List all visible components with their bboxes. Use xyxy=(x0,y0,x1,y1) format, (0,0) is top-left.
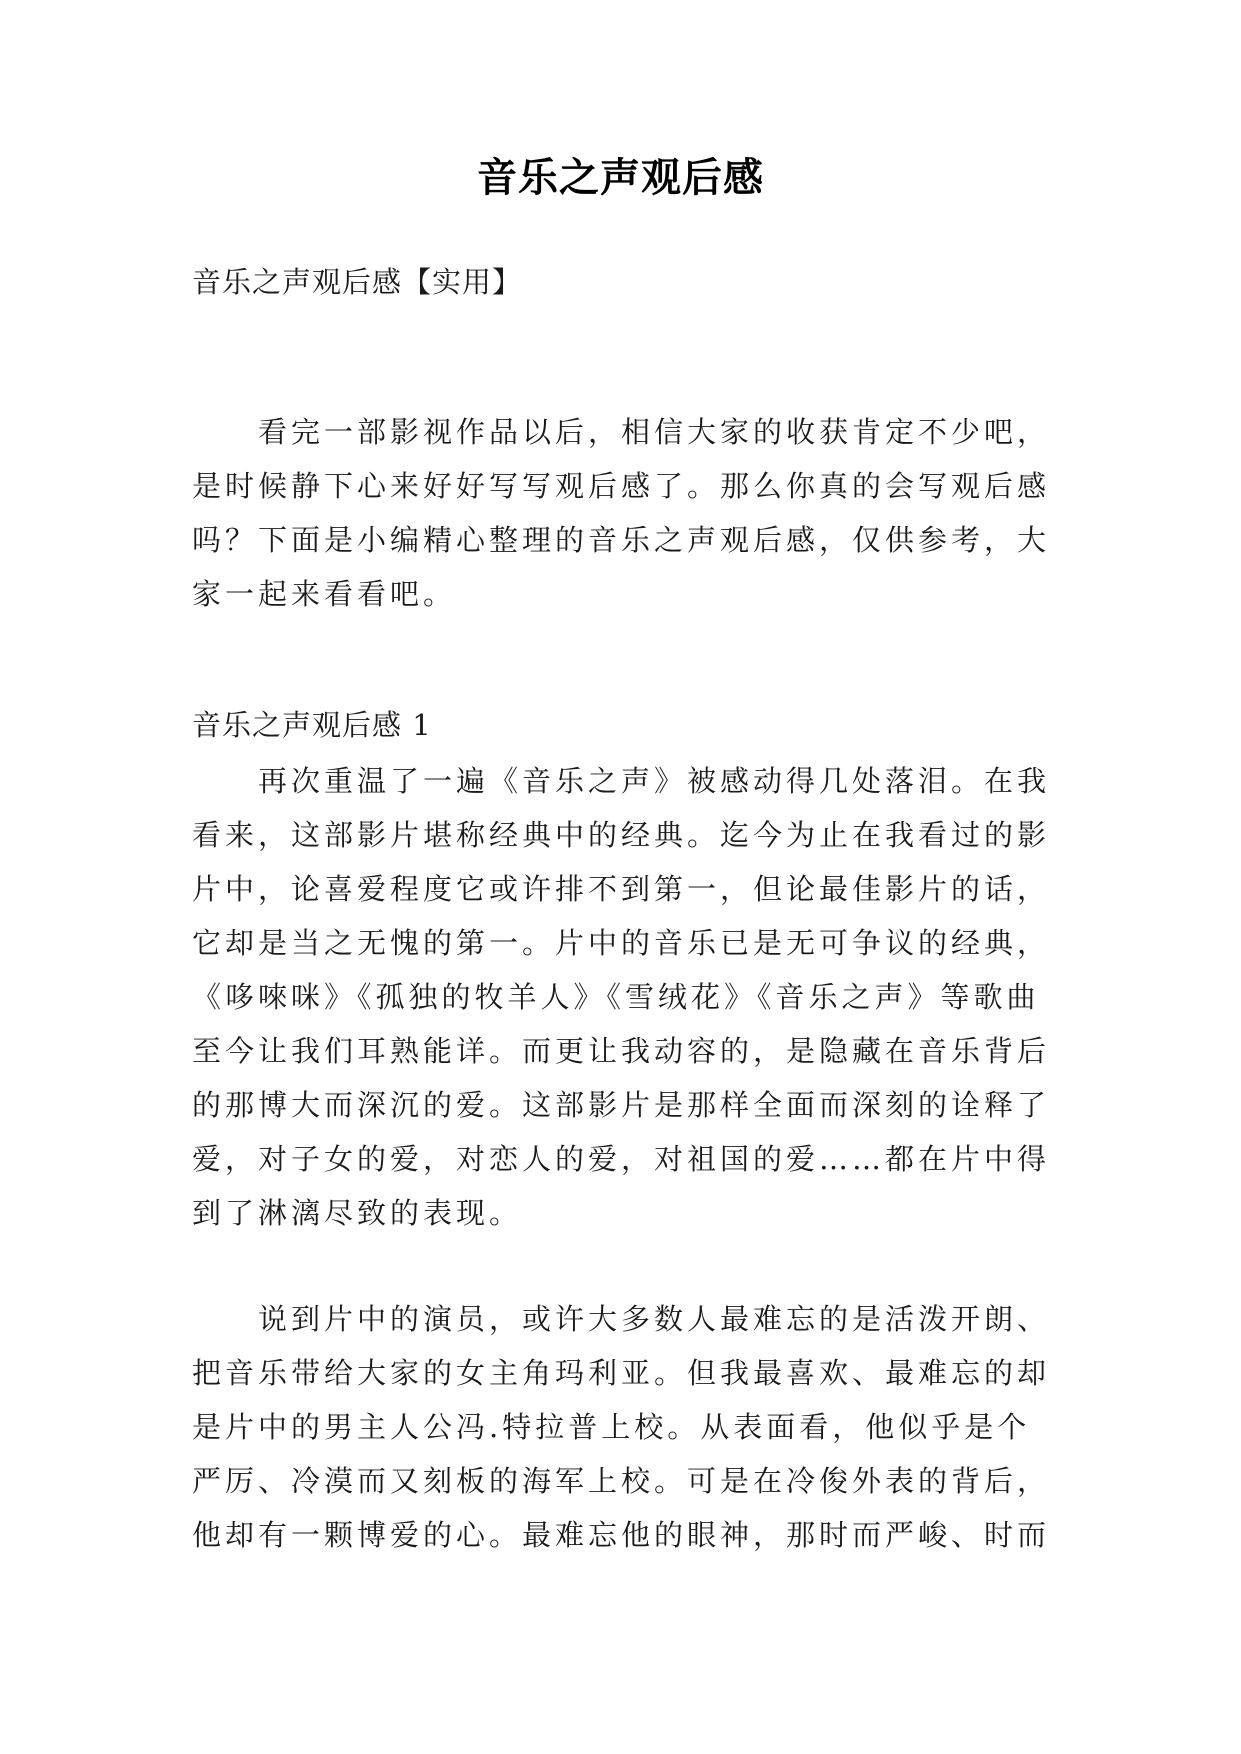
section-heading: 音乐之声观后感 1 xyxy=(192,708,432,742)
paragraph-line: 是片中的男主人公冯.特拉普上校。从表面看，他似乎是个 xyxy=(192,1410,1031,1444)
paragraph-line: 到了淋漓尽致的表现。 xyxy=(192,1196,523,1230)
paragraph-line: 再次重温了一遍《音乐之声》被感动得几处落泪。在我 xyxy=(258,764,1051,798)
paragraph-2 xyxy=(192,1292,1058,1562)
paragraph-1 xyxy=(192,754,1058,1240)
paragraph-line: 严厉、冷漠而又刻板的海军上校。可是在冷俊外表的背后， xyxy=(192,1464,1051,1498)
paragraph-line: 它却是当之无愧的第一。片中的音乐已是无可争议的经典， xyxy=(192,926,1051,960)
paragraph-line: 说到片中的演员，或许大多数人最难忘的是活泼开朗、 xyxy=(258,1302,1051,1336)
document-title: 音乐之声观后感 xyxy=(477,154,764,201)
paragraph-line: 爱，对子女的爱，对恋人的爱，对祖国的爱……都在片中得 xyxy=(192,1142,1051,1176)
paragraph-line: 至今让我们耳熟能详。而更让我动容的，是隐藏在音乐背后 xyxy=(192,1034,1051,1068)
paragraph-line: 看来，这部影片堪称经典中的经典。迄今为止在我看过的影 xyxy=(192,818,1051,852)
intro-line: 吗？下面是小编精心整理的音乐之声观后感，仅供参考，大 xyxy=(192,523,1051,557)
paragraph-line: 片中，论喜爱程度它或许排不到第一，但论最佳影片的话， xyxy=(192,872,1051,906)
intro-line: 看完一部影视作品以后，相信大家的收获肯定不少吧， xyxy=(258,415,1051,449)
paragraph-line: 把音乐带给大家的女主角玛利亚。但我最喜欢、最难忘的却 xyxy=(192,1356,1051,1390)
paragraph-line: 《哆唻咪》《孤独的牧羊人》《雪绒花》《音乐之声》等歌曲 xyxy=(192,980,1040,1014)
intro-paragraph xyxy=(192,405,1058,621)
document-subtitle: 音乐之声观后感【实用】 xyxy=(192,265,523,299)
paragraph-line: 他却有一颗博爱的心。最难忘他的眼神，那时而严峻、时而 xyxy=(192,1518,1051,1552)
intro-line: 是时候静下心来好好写写观后感了。那么你真的会写观后感 xyxy=(192,469,1051,503)
paragraph-line: 的那博大而深沉的爱。这部影片是那样全面而深刻的诠释了 xyxy=(192,1088,1051,1122)
intro-line: 家一起来看看吧。 xyxy=(192,577,457,611)
